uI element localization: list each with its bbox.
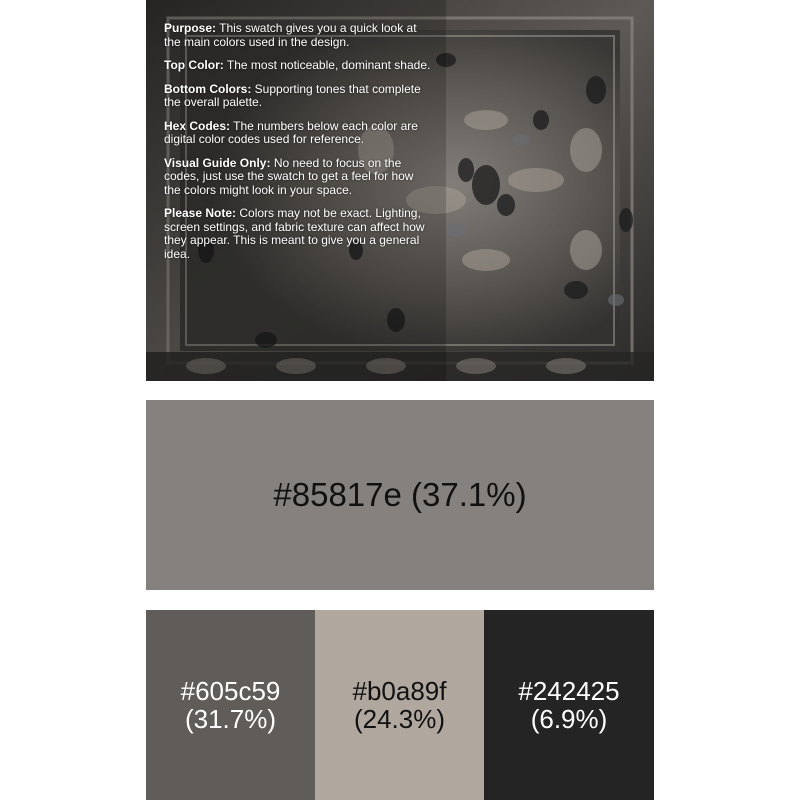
secondary-swatch-1-label xyxy=(181,677,281,733)
secondary-swatch-1 xyxy=(146,610,315,800)
note-bottom-colors: Bottom Colors: Supporting tones that complete the overall palette. xyxy=(164,81,421,109)
secondary-swatch-3-percent: (6.9%) xyxy=(530,704,608,734)
swatch-notes xyxy=(164,22,432,271)
primary-swatch-label: #85817e (37.1%) xyxy=(273,476,527,513)
secondary-swatch-3-label xyxy=(518,677,619,733)
secondary-swatch-1-percent: (31.7%) xyxy=(184,704,277,734)
secondary-swatch-2-hex: #b0a89f xyxy=(352,676,447,706)
secondary-swatch-3 xyxy=(484,610,654,800)
note-purpose: Purpose: This swatch gives you a quick look at the main colors used in the design. xyxy=(164,21,417,49)
note-hex-codes: Hex Codes: The numbers below each color are digital color codes used for reference. xyxy=(164,118,418,146)
secondary-swatch-1-hex: #605c59 xyxy=(180,676,281,706)
primary-swatch xyxy=(146,400,654,590)
secondary-swatch-2 xyxy=(315,610,484,800)
note-top-color: Top Color: The most noticeable, dominant shade. xyxy=(164,58,431,72)
secondary-swatch-2-label xyxy=(353,677,447,733)
note-please-note: Please Note: Colors may not be exact. Lighting, screen settings, and fabric texture can affect how they appear. This is meant to give you a general idea. xyxy=(164,206,425,261)
secondary-swatch-3-hex: #242425 xyxy=(518,676,620,706)
note-visual-guide: Visual Guide Only: No need to focus on the codes, just use the swatch to get a feel for how the colors might look in your space. xyxy=(164,155,414,197)
secondary-swatch-2-percent: (24.3%) xyxy=(353,704,446,734)
